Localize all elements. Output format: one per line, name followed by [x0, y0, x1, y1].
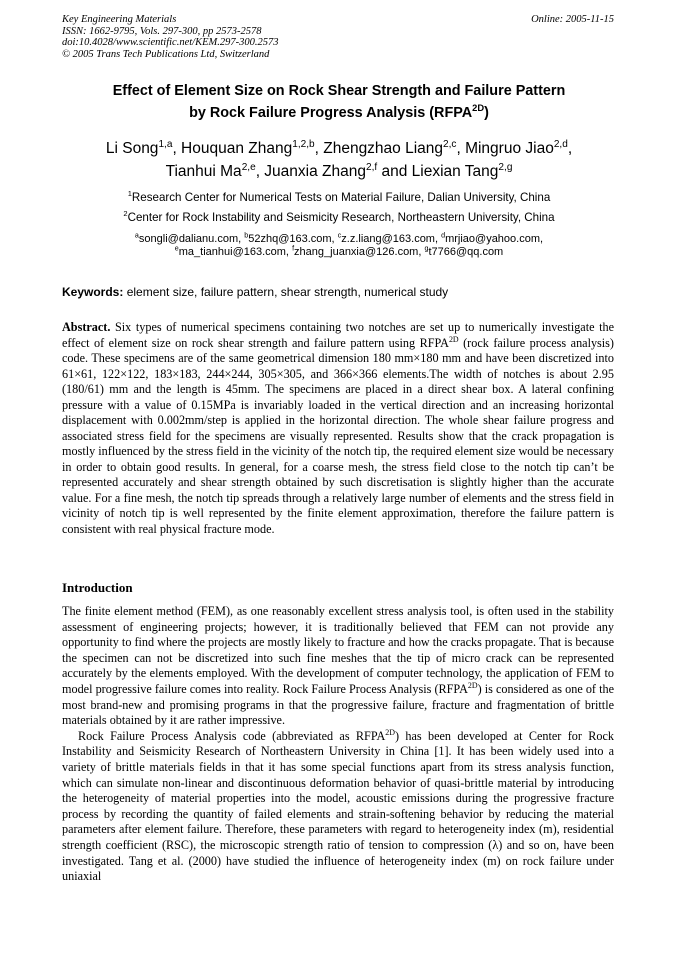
abstract-label: Abstract.: [62, 320, 111, 334]
email-line2: [40, 246, 638, 259]
author-name: , Zhengzhao Liang: [314, 140, 444, 157]
email-line1: [40, 233, 638, 246]
paragraph: [62, 729, 614, 885]
author-name: , Juanxia Zhang: [255, 163, 366, 180]
abstract: [62, 320, 614, 537]
email-sup: c: [337, 231, 342, 240]
paragraph-sup: 2D: [467, 680, 478, 690]
paragraph-sup: 2D: [385, 727, 395, 737]
email-address: ma_tianhui@163.com,: [178, 246, 293, 258]
email-sup: b: [244, 231, 249, 240]
email-address: zhang_juanxia@126.com,: [294, 246, 425, 258]
keywords: [62, 285, 448, 299]
journal-name: Key Engineering Materials: [62, 14, 177, 25]
email-sup: f: [292, 244, 295, 253]
email-address: z.z.liang@163.com,: [341, 233, 442, 245]
author-line1: [40, 139, 638, 159]
email-address: songli@dalianu.com,: [138, 233, 245, 245]
author-name: and Liexian Tang: [377, 163, 499, 180]
copyright-line: © 2005 Trans Tech Publications Ltd, Switzerland: [62, 48, 270, 60]
abstract-text: (rock failure process analysis) code. These specimens are of the same geometrical dimension 180 mm×180 mm and have been discretized into 61×61, 122×122, 183×183, 244×244, 305×305, and 366×366 elements.The width of notches is about 2.95 (180/61) mm and the length is 45mm. The specimens are placed in a direct shear box. A lateral confining pressure with a value of 0.15MPa is invariably loaded in the vertical direction and an increasing horizontal displacement with 0.002mm/step is applied in the horizontal direction. The whole shear failure progress and associated stress field for the specimens are visually represented. Results show that the crack propagation is mostly influenced by the stress field in the vicinity of the notch tip, the required element size would be necessary in order to obtain good results. In general, for a coarse mesh, the stress field close to the notch tip can’t be represented accurately and shear strength obtained by such discretisation is slightly higher than the accurate value. For a fine mesh, the notch tip spreads through a relatively large number of elements and the stress field in vicinity of notch tip is well represented by the finite element approximation, therefore the failure pattern is consistent with real physical fracture mode.: [62, 335, 614, 536]
title-text-end: ): [484, 105, 489, 121]
author-sup: 2,g: [498, 161, 513, 173]
email-address: t7766@qq.com: [428, 246, 504, 258]
doi-line: doi:10.4028/www.scientific.net/KEM.297-300.2573: [62, 37, 279, 48]
email-sup: a: [134, 231, 139, 240]
introduction-body: [62, 604, 614, 885]
abstract-sup: 2D: [448, 334, 459, 344]
keywords-label: Keywords:: [62, 285, 124, 299]
online-date: Online: 2005-11-15: [531, 14, 614, 25]
author-sup: 2,d: [553, 138, 568, 150]
email-address: mrjiao@yahoo.com,: [445, 233, 544, 245]
paper-title-line2: [40, 104, 638, 122]
affiliation-text: Center for Rock Instability and Seismicity Research, Northeastern University, China: [127, 211, 555, 224]
section-heading-introduction: Introduction: [62, 580, 133, 595]
author-sup: 2,c: [443, 138, 457, 150]
affiliation-sup: 2: [123, 209, 128, 219]
author-name: Tianhui Ma: [165, 163, 242, 180]
affiliation-1: [40, 191, 638, 205]
affiliation-sup: 1: [127, 189, 132, 199]
issn-line: ISSN: 1662-9795, Vols. 297-300, pp 2573-2578: [62, 25, 262, 37]
journal-header: [62, 14, 279, 60]
title-superscript: 2D: [472, 103, 485, 114]
author-name: , Mingruo Jiao: [456, 140, 554, 157]
author-sup: 1,2,b: [292, 138, 315, 150]
email-sup: e: [174, 244, 179, 253]
author-line2: [40, 162, 638, 182]
author-sup: 1,a: [158, 138, 173, 150]
affiliation-2: [40, 211, 638, 225]
keywords-text: element size, failure pattern, shear strength, numerical study: [123, 285, 449, 299]
author-sup: 2,f: [365, 161, 378, 173]
paragraph-text: ) is considered as one of the most brand-new and promising programs in that the progressive failure, fracture and fragmentation of brittle materials obtained by it are rather impressive.: [62, 681, 614, 728]
paragraph-text: Rock Failure Process Analysis code (abbreviated as RFPA: [78, 728, 386, 743]
author-name: Li Song: [105, 140, 159, 157]
title-text: by Rock Failure Progress Analysis (RFPA: [189, 105, 473, 121]
paragraph: [62, 604, 614, 729]
paragraph-text: ) has been developed at Center for Rock Instability and Seismicity Research of Northeastern University in China [1]. It has been widely used into a variety of brittle materials fields in that it has some special functions apart from its stress analysis function, which can simulate non-linear and discontinuous deformation behavior of quasi-brittle material by introducing the heterogeneity of material properties into the model, acoustic emissions during the progressive fracture process by recording the quantity of failed elements and strain-softening behavior by reducing the material parameters after element failure. Therefore, these parameters with regard to heterogeneity index (m), residential strength coefficient (RSC), the microscopic strength ratio of tension to compression (λ) and so on, have been investigated. Tang et al. (2000) have studied the influence of heterogeneity index (m) on rock failure under uniaxial: [62, 728, 614, 884]
author-separator: ,: [567, 140, 573, 157]
email-sup: g: [424, 244, 429, 253]
paragraph-text: The finite element method (FEM), as one reasonably excellent stress analysis tool, is often used in the stability assessment of engineering projects; however, it is traditionally believed that FEM can not provide any opportunity to find where the projects are mostly likely to fracture and how the cracks propagate. That is because the specimen can not be discretized into such fine meshes that the tip of micro crack can be represented accurately by the elements employed. With the development of computer technology, the application of FEM to model progressive failure comes into reality. Rock Failure Process Analysis (RFPA: [62, 604, 614, 696]
author-sup: 2,e: [241, 161, 256, 173]
paper-title-line1: Effect of Element Size on Rock Shear Strength and Failure Pattern: [112, 83, 566, 99]
affiliation-text: Research Center for Numerical Tests on Material Failure, Dalian University, China: [131, 191, 551, 204]
email-address: 52zhq@163.com,: [248, 233, 338, 245]
abstract-text: Six types of numerical specimens containing two notches are set up to numerically investigate the effect of element size on rock shear strength and failure pattern using RFPA: [62, 320, 614, 350]
email-sup: d: [441, 231, 446, 240]
author-name: , Houquan Zhang: [172, 140, 293, 157]
